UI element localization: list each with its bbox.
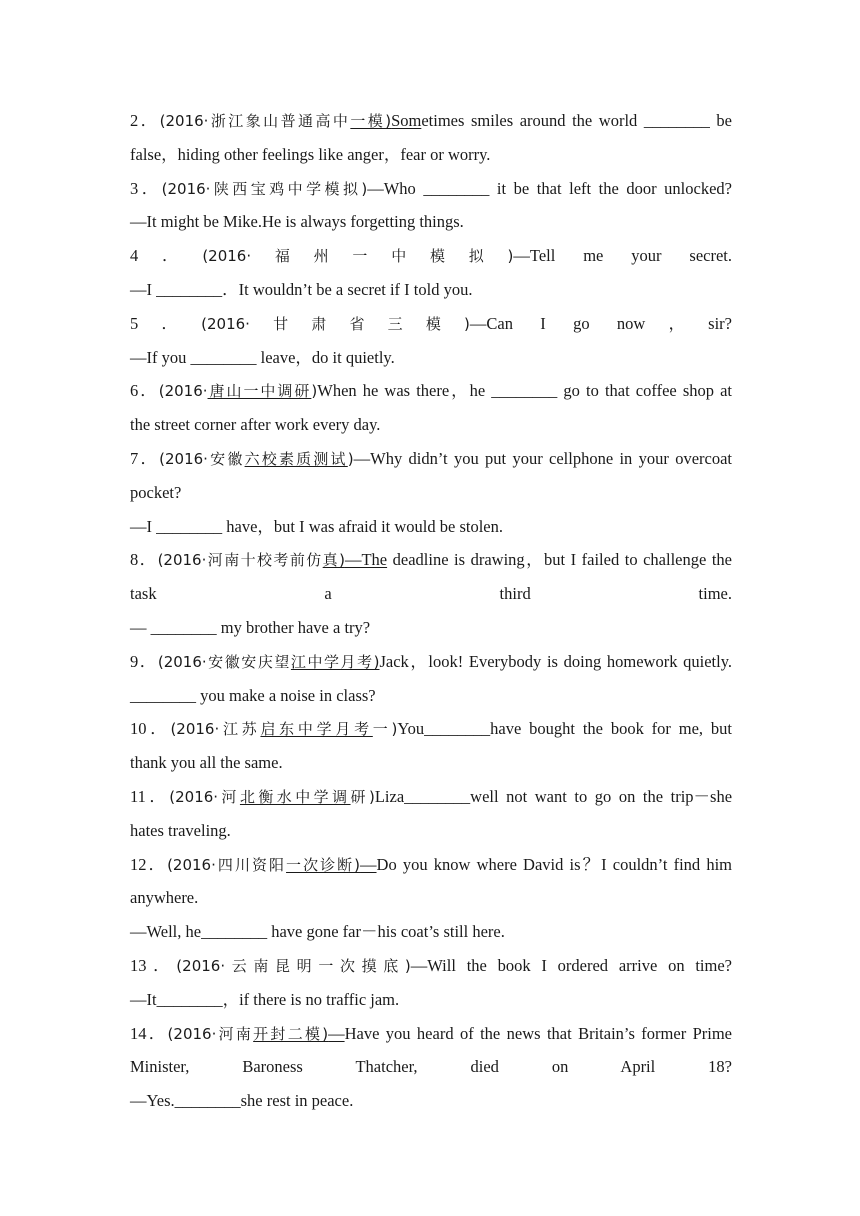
question-line [130,205,732,239]
question-text: the street corner after work every day. [130,415,381,435]
question-item [130,848,732,949]
question-text: Som [391,111,422,130]
question-text: anywhere. [130,888,199,908]
question-line [130,915,732,949]
question-source: (2016·江苏 [170,720,261,739]
question-source: ) [311,382,318,401]
question-text: — [360,854,377,874]
question-text: —Well, he________ have gone far－his coat’s still here. [130,922,505,942]
question-text: pocket? [130,482,182,502]
question-number: 3． [130,178,162,198]
question-stem-line [130,949,732,983]
question-source: (2016·河 [169,787,240,806]
question-source: 唐山一中调研 [207,382,312,401]
question-stem-line [130,543,732,577]
question-text: — [328,1023,345,1043]
question-source: ) [347,449,354,468]
question-item [130,543,732,644]
question-text: —The [344,550,388,570]
question-text: —Will the book I ordered arrive on time? [410,955,732,975]
question-line [130,611,732,645]
question-source: 一) [372,720,398,739]
question-text: —It________，if there is no traffic jam. [130,989,400,1009]
question-stem-line [130,172,732,206]
question-number: 12． [130,854,168,874]
question-stem-line [130,239,732,273]
question-line [130,814,732,848]
question-text: Jack，look! Everybody is doing homework quietly. [379,651,732,671]
question-line [130,273,732,307]
question-item [130,949,732,1017]
question-source: 真) [322,551,345,570]
question-text: —It might be Mike.He is always forgetting things. [130,212,464,232]
question-line [130,408,732,442]
question-item [130,104,732,172]
question-line [130,577,732,611]
question-number: 9． [130,651,158,671]
question-text: false，hiding other feelings like anger，fear or worry. [130,144,491,164]
question-source: (2016·河南 [167,1024,254,1043]
question-source: (2016·浙江象山普通高中 [159,112,351,130]
question-number: 7． [130,448,160,468]
question-source: (2016·安徽安庆望 [157,652,291,671]
question-source: (2016·甘肃省三模) [201,314,470,333]
question-stem-line [130,307,732,341]
question-stem-line [130,780,732,814]
question-number: 11． [130,786,170,806]
question-item [130,645,732,713]
question-line [130,983,732,1017]
question-line [130,510,732,544]
question-source: 启东中学月考 [260,720,373,739]
question-source: (2016·四川资阳 [167,855,287,874]
question-source: (2016·河南十校考前仿 [157,551,323,570]
question-text: —Who ________ it be that left the door unlocked? [367,178,732,198]
question-text: ________ you make a noise in class? [130,685,376,705]
question-source: (2016·安徽 [159,449,245,468]
question-text: Minister, Baroness Thatcher, died on April 18? [130,1057,732,1077]
question-item [130,239,732,307]
question-text: —If you ________ leave，do it quietly. [130,347,395,367]
question-item [130,442,732,543]
question-line [130,138,732,172]
question-text: —I ________．It wouldn’t be a secret if I told you. [130,279,473,299]
question-text: Liza________well not want to go on the trip－she [374,786,733,806]
question-text: Do you know where David is？I couldn’t find him [376,854,733,874]
question-item [130,374,732,442]
question-number: 6． [130,381,159,401]
question-text: —Can I go now，sir? [469,313,732,333]
question-item [130,1017,732,1118]
question-text: Have you heard of the news that Britain’s former Prime [344,1023,733,1043]
question-item [130,712,732,780]
question-number: 14． [130,1023,168,1043]
question-text: task a third time. [130,584,732,604]
question-text: When he was there，he ________ go to that coffee shop at [317,381,733,401]
question-text: —Yes.________she rest in peace. [130,1091,354,1111]
question-number: 10． [130,719,171,739]
question-source: 六校素质测试 [244,449,348,468]
exercise-page [130,104,732,1118]
question-source: (2016· [158,382,208,401]
question-source: 北衡水中学调 [239,787,351,806]
question-source: (2016·福州一中模拟) [202,247,514,266]
question-number: 4． [130,246,203,266]
question-number: 2． [130,111,160,130]
question-stem-line [130,442,732,476]
question-line [130,341,732,375]
question-source: (2016·陕西宝鸡中学模拟) [161,179,368,198]
question-item [130,172,732,240]
question-number: 8． [130,550,158,570]
question-stem-line [130,374,732,408]
question-text: — ________ my brother have a try? [130,617,371,637]
question-stem-line [130,712,732,746]
question-line [130,679,732,713]
question-text: etimes smiles around the world ________ be [421,111,732,130]
question-text: —Tell me your secret. [513,246,733,266]
question-stem-line [130,645,732,679]
question-stem-line [130,1017,732,1051]
question-stem-line [130,104,732,138]
question-source: 一次诊断) [286,855,361,874]
question-text: —Why didn’t you put your cellphone in your overcoat [353,448,733,468]
question-text: You________have bought the book for me, but [397,719,732,739]
question-source: 研) [350,787,375,806]
question-text: thank you all the same. [130,753,283,773]
question-source: 开封二模) [253,1024,329,1043]
question-text: hates traveling. [130,820,231,840]
question-line [130,476,732,510]
question-line [130,746,732,780]
question-item [130,307,732,375]
question-number: 5． [130,313,202,333]
question-source: 江中学月考) [290,652,380,671]
question-text: —I ________ have，but I was afraid it would be stolen. [130,516,504,536]
question-stem-line [130,848,732,882]
question-line [130,881,732,915]
question-source: (2016·云南昆明一次摸底) [176,956,411,975]
question-number: 13． [130,955,177,975]
question-item [130,780,732,848]
question-line [130,1050,732,1084]
question-source: 一模) [350,112,392,130]
question-line [130,1084,732,1118]
question-text: deadline is drawing，but I failed to challenge the [387,550,733,570]
